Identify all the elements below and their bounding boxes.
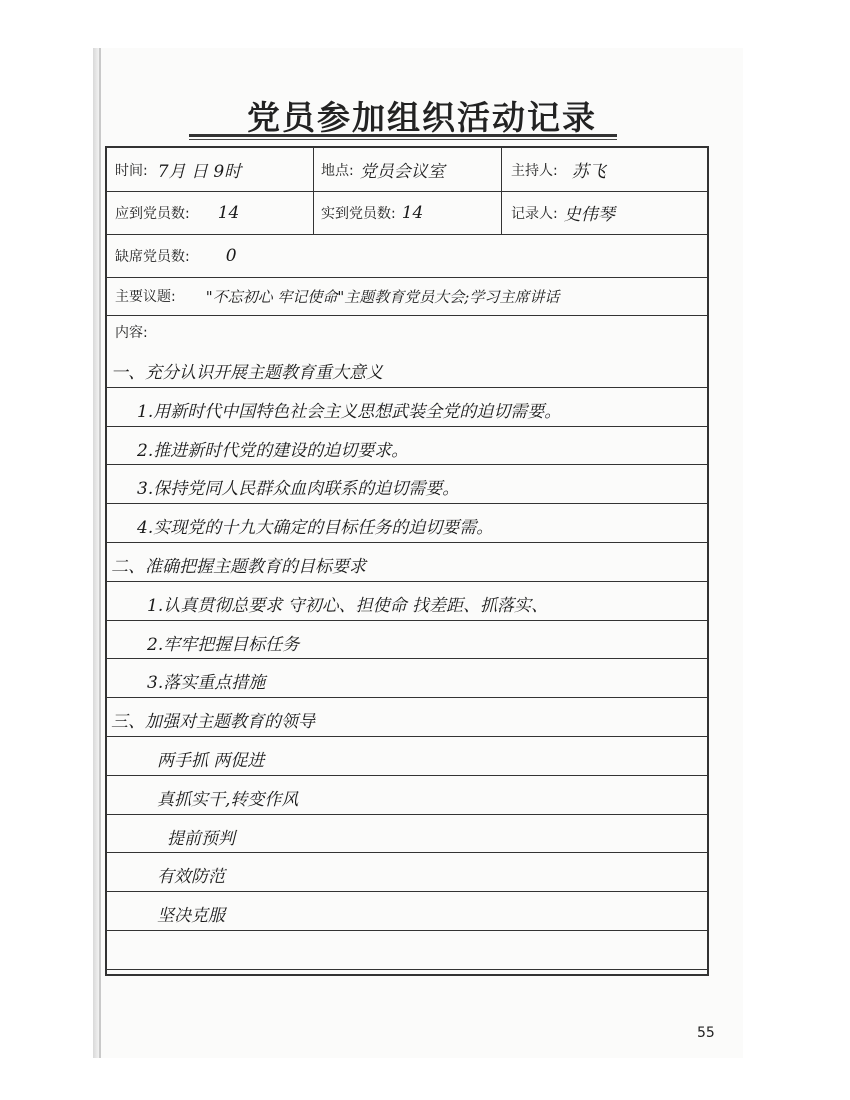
- ruled-line: [107, 852, 707, 853]
- ruled-line: [107, 969, 707, 970]
- expected-label: 应到党员数:: [115, 205, 190, 222]
- content-line: 坚决克服: [157, 906, 225, 927]
- content-line: 1.认真贯彻总要求 守初心、担使命 找差距、抓落实、: [147, 595, 549, 616]
- topic-cell: [115, 277, 705, 315]
- ruled-line: [107, 814, 707, 815]
- actual-label: 实到党员数:: [321, 205, 396, 222]
- absent-label: 缺席党员数:: [115, 248, 190, 265]
- time-value: 7月 日 9时: [157, 162, 242, 182]
- content-line: 2.牢牢把握目标任务: [147, 634, 300, 655]
- host-label: 主持人:: [511, 162, 558, 179]
- ruled-line: [107, 542, 707, 543]
- absent-cell: [115, 234, 515, 277]
- row-time-place-host: [107, 148, 707, 192]
- topic-label: 主要议题:: [115, 289, 176, 305]
- content-line: 真抓实干,转变作风: [157, 789, 299, 810]
- topic-value: "不忘初心 牢记使命"主题教育党员大会;学习主席讲话: [205, 287, 560, 306]
- divider: [313, 148, 314, 191]
- row-absent: [107, 234, 707, 278]
- expected-value: 14: [217, 202, 240, 223]
- row-topic: [107, 277, 707, 316]
- place-label: 地点:: [321, 162, 354, 179]
- ruled-line: [107, 658, 707, 659]
- time-label: 时间:: [115, 162, 148, 179]
- page-title: 党员参加组织活动记录: [247, 98, 597, 137]
- content-line: 一、充分认识开展主题教育重大意义: [111, 363, 383, 383]
- content-line: 提前预判: [167, 828, 235, 849]
- divider: [501, 191, 502, 234]
- host-value: 苏飞: [571, 162, 606, 182]
- actual-cell: [321, 191, 501, 234]
- ruled-line: [107, 891, 707, 892]
- divider: [501, 148, 502, 191]
- content-line: 1.用新时代中国特色社会主义思想武装全党的迫切需要。: [137, 401, 562, 422]
- host-cell: [511, 148, 701, 191]
- content-line: 3.保持党同人民群众血肉联系的迫切需要。: [137, 479, 460, 500]
- ruled-line: [107, 464, 707, 465]
- ruled-line: [107, 736, 707, 737]
- recorder-cell: [511, 191, 701, 234]
- page-number: 55: [697, 1025, 715, 1041]
- time-cell: [115, 148, 315, 191]
- ruled-line: [107, 697, 707, 698]
- ruled-line: [107, 503, 707, 504]
- content-label: 内容:: [115, 325, 148, 341]
- content-line: 三、加强对主题教育的领导: [111, 712, 315, 733]
- expected-cell: [115, 191, 315, 234]
- ruled-line: [107, 387, 707, 388]
- place-value: 党员会议室: [359, 162, 445, 182]
- content-label-cell: [115, 315, 148, 349]
- divider: [313, 191, 314, 234]
- content-line: 二、准确把握主题教育的目标要求: [111, 557, 366, 577]
- recorder-label: 记录人:: [511, 205, 558, 222]
- record-form: [105, 146, 709, 976]
- ruled-line: [107, 620, 707, 621]
- content-line: 4.实现党的十九大确定的目标任务的迫切要需。: [137, 518, 494, 539]
- ruled-line: [107, 581, 707, 582]
- recorder-value: 史伟琴: [563, 205, 615, 225]
- ruled-line: [107, 930, 707, 931]
- content-line: 3.落实重点措施: [147, 673, 266, 694]
- ruled-line: [107, 426, 707, 427]
- content-line: 两手抓 两促进: [157, 751, 265, 771]
- content-line: 有效防范: [157, 867, 225, 888]
- title-underline: [189, 134, 617, 137]
- row-attendance: [107, 191, 707, 235]
- ruled-line: [107, 775, 707, 776]
- absent-value: 0: [225, 245, 237, 266]
- actual-value: 14: [401, 202, 424, 223]
- place-cell: [321, 148, 501, 191]
- content-line: 2.推进新时代党的建设的迫切要求。: [137, 440, 409, 461]
- title-underline-thin: [189, 139, 617, 140]
